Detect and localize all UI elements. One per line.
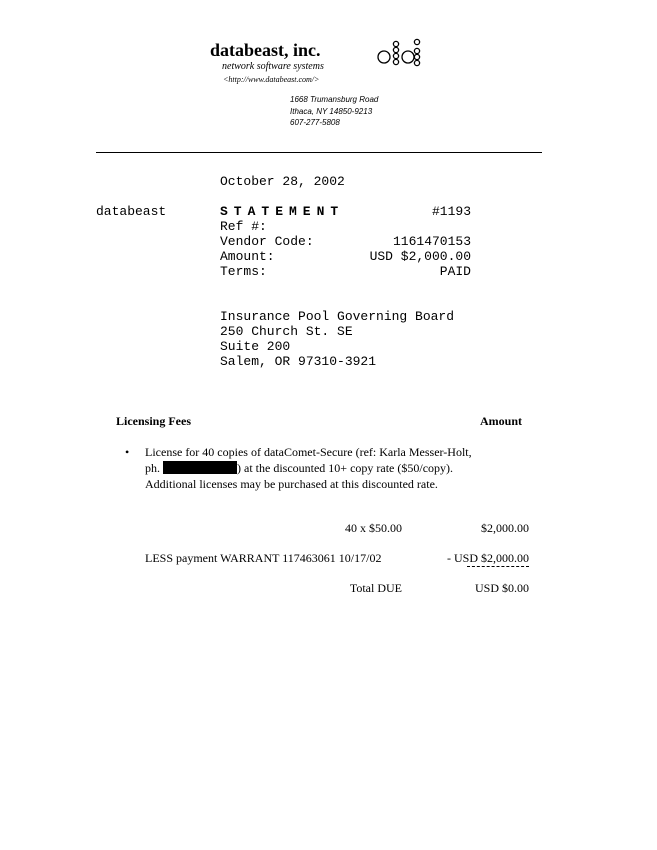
address-line-2: Ithaca, NY 14850-9213 — [290, 107, 373, 116]
recipient-line-2: 250 Church St. SE — [220, 324, 353, 339]
payment-amount: - USD $2,000.00 — [446, 551, 529, 565]
statement-date: October 28, 2002 — [220, 174, 345, 189]
header-divider — [96, 152, 542, 153]
licensing-fees-heading: Licensing Fees — [116, 414, 191, 428]
vendor-code-label: Vendor Code: — [220, 234, 314, 249]
statement-from: databeast — [96, 204, 167, 219]
redacted-phone — [163, 461, 237, 474]
amount-value: USD $2,000.00 — [369, 249, 471, 264]
quantity-line: 40 x $50.00 — [345, 521, 402, 535]
ref-label: Ref #: — [220, 219, 267, 234]
statement-number: #1193 — [431, 204, 471, 219]
recipient-line-4: Salem, OR 97310-3921 — [220, 354, 377, 369]
statement-title: STATEMENT — [220, 204, 345, 219]
license-description — [145, 444, 475, 492]
vendor-code-value: 1161470153 — [392, 234, 471, 249]
address-line-3: 607-277-5808 — [290, 118, 340, 127]
company-tagline: network software systems — [222, 61, 324, 72]
recipient-line-3: Suite 200 — [220, 339, 291, 354]
license-description-text-cont: ) at the discounted 10+ copy rate ($50/copy). Additional licenses may be purchased at this discounted rate. — [145, 461, 454, 491]
bullet-icon: • — [125, 445, 130, 459]
terms-label: Terms: — [220, 264, 267, 279]
databeast-logo-icon — [372, 36, 424, 70]
company-name: databeast, inc. — [210, 40, 321, 60]
license-description-text: License for 40 copies of dataComet-Secure (ref: Karla Messer-Holt, ph. — [145, 445, 472, 475]
total-label: Total DUE — [349, 581, 402, 595]
total-amount: USD $0.00 — [474, 581, 529, 595]
amount-label: Amount: — [220, 249, 275, 264]
company-url: <http://www.databeast.com/> — [223, 75, 320, 84]
amount-heading: Amount — [479, 414, 522, 428]
total-divider — [467, 566, 529, 567]
recipient-line-1: Insurance Pool Governing Board — [220, 309, 455, 324]
payment-line: LESS payment WARRANT 117463061 10/17/02 — [145, 551, 382, 565]
quantity-amount: $2,000.00 — [481, 521, 529, 535]
address-line-1: 1668 Trumansburg Road — [290, 95, 379, 104]
terms-value: PAID — [439, 264, 471, 279]
